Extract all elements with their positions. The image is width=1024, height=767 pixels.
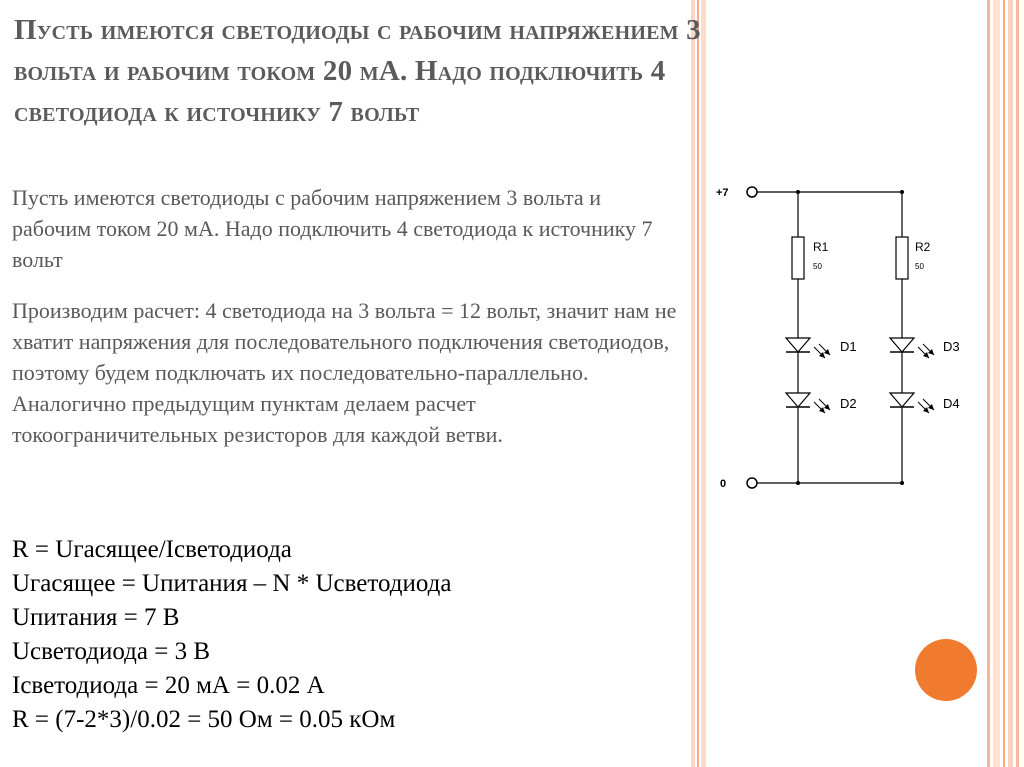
decor-stripe bbox=[1016, 0, 1019, 767]
d4-label: D4 bbox=[943, 396, 960, 411]
formula-line: Uпитания = 7 В bbox=[12, 604, 180, 631]
r1-label: R1 bbox=[813, 240, 829, 254]
accent-circle bbox=[915, 639, 977, 701]
r2-value: 50 bbox=[915, 262, 924, 271]
supply-terminal bbox=[747, 187, 757, 197]
circuit-diagram bbox=[712, 175, 982, 495]
ground-terminal bbox=[747, 478, 757, 488]
r1-value: 50 bbox=[813, 262, 822, 271]
task-paragraph: Пусть имеются светодиоды с рабочим напряжением 3 вольта и рабочим током 20 мА. Надо подключить 4 светодиода к источнику 7 вольт bbox=[12, 185, 653, 272]
d2-label: D2 bbox=[840, 396, 857, 411]
led-d3 bbox=[890, 338, 934, 358]
led-d1 bbox=[786, 338, 830, 358]
slide-title: Пусть имеются светодиоды с рабочим напряжением 3 вольта и рабочим током 20 мА. Надо подключить 4 светодиода к источнику 7 вольт bbox=[14, 14, 701, 128]
led-d4 bbox=[890, 393, 934, 413]
calculation-paragraph: Производим расчет: 4 светодиода на 3 вольта = 12 вольт, значит нам не хватит напряжения для последовательного подключения светодиодов, поэтому будем подключать их последовательно-параллельно. Аналогично предыдущим пунктам делаем расчет токоограничительных резисторов для каждой ветви. bbox=[12, 298, 677, 447]
ground-label: 0 bbox=[720, 478, 727, 490]
formula-line: R = (7-2*3)/0.02 = 50 Ом = 0.05 кОм bbox=[12, 706, 396, 733]
led-d2 bbox=[786, 393, 830, 413]
formula-line: R = Uгасящее/Iсветодиода bbox=[12, 536, 292, 563]
decor-stripe bbox=[993, 0, 1000, 767]
resistor-r2 bbox=[896, 237, 908, 279]
supply-label: +7 bbox=[716, 187, 729, 199]
resistor-r1 bbox=[792, 237, 804, 279]
formula-line: Uсветодиода = 3 В bbox=[12, 638, 210, 665]
decor-stripe bbox=[987, 0, 990, 767]
formula-line: Iсветодиода = 20 мА = 0.02 А bbox=[12, 672, 325, 699]
d3-label: D3 bbox=[943, 339, 960, 354]
formula-line: Uгасящее = Uпитания – N * Uсветодиода bbox=[12, 570, 452, 597]
decor-stripe bbox=[1008, 0, 1013, 767]
d1-label: D1 bbox=[840, 339, 857, 354]
r2-label: R2 bbox=[915, 240, 931, 254]
decor-stripe bbox=[1003, 0, 1005, 767]
